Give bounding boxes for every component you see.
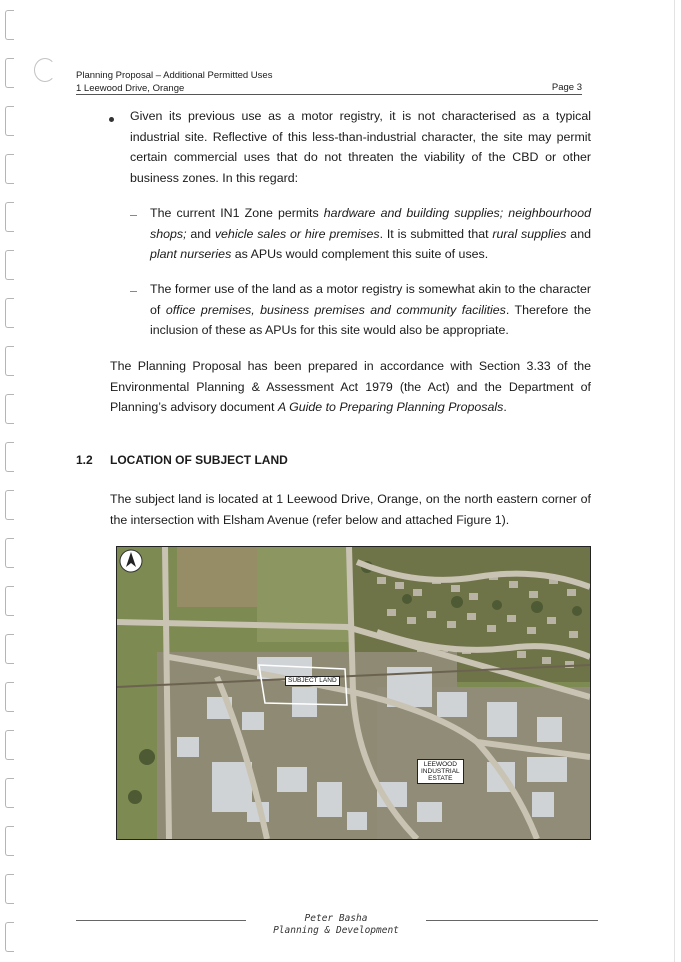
map-label-subject-land: SUBJECT LAND <box>285 676 340 686</box>
estate-label-line: INDUSTRIAL <box>421 768 460 775</box>
binder-ring <box>5 346 14 376</box>
punch-hole <box>34 58 56 82</box>
estate-label-line: ESTATE <box>428 775 453 782</box>
footer-author: Peter Basha <box>304 913 368 924</box>
sub-item-2: The former use of the land as a motor registry is somewhat akin to the character of office premises, business premises and community facilities. Therefore the inclusion of these as APUs for this site would also be appropriate. <box>150 282 591 337</box>
binder-ring <box>5 10 14 40</box>
binder-ring <box>5 586 14 616</box>
sub-item-1: The current IN1 Zone permits hardware and building supplies; neighbourhood shops; and vehicle sales or hire premises. It is submitted that rural supplies and plant nurseries as APUs would complement this suite of uses. <box>150 206 591 261</box>
aerial-map <box>116 546 591 840</box>
dash-icon <box>130 291 137 292</box>
binder-ring <box>5 538 14 568</box>
binder-ring <box>5 202 14 232</box>
header-title: Planning Proposal – Additional Permitted Uses <box>76 70 273 81</box>
binder-ring <box>5 442 14 472</box>
page-number: Page 3 <box>551 82 582 93</box>
binder-strip <box>0 0 30 962</box>
binder-ring <box>5 394 14 424</box>
binder-ring <box>5 682 14 712</box>
header-rule <box>76 94 582 95</box>
binder-ring <box>5 250 14 280</box>
binder-ring <box>5 874 14 904</box>
section-body: The subject land is located at 1 Leewood Drive, Orange, on the north eastern corner of the intersection with Elsham Avenue (refer below and attached Figure 1). <box>110 492 591 527</box>
bullet-paragraph: Given its previous use as a motor registry, it is not characterised as a typical industrial site. Reflective of this less-than-industrial character, the site may permit certain commercial uses that do not threaten the viability of the CBD or other business zones. In this regard: <box>130 109 591 185</box>
map-paddock <box>177 547 257 607</box>
binder-ring <box>5 922 14 952</box>
page-footer <box>246 913 426 936</box>
footer-rule-right <box>426 920 598 921</box>
header-address: 1 Leewood Drive, Orange <box>76 82 185 94</box>
binder-ring <box>5 778 14 808</box>
page-edge <box>674 0 675 962</box>
footer-rule-left <box>76 920 246 921</box>
bullet-icon <box>109 117 114 122</box>
binder-ring <box>5 298 14 328</box>
intro-paragraph: The Planning Proposal has been prepared in accordance with Section 3.33 of the Environmental Planning & Assessment Act 1979 (the Act) and the Department of Planning’s advisory document A Guide to Preparing Planning Proposals. <box>110 359 591 414</box>
footer-company: Planning & Development <box>273 924 399 936</box>
section-number: 1.2 <box>76 453 93 467</box>
binder-ring <box>5 490 14 520</box>
binder-ring <box>5 826 14 856</box>
page-header <box>76 70 582 95</box>
binder-ring <box>5 58 14 88</box>
binder-ring <box>5 154 14 184</box>
binder-ring <box>5 730 14 760</box>
aerial-map-graphic <box>117 547 590 839</box>
section-title: LOCATION OF SUBJECT LAND <box>110 453 288 467</box>
map-label-leewood-estate <box>417 759 464 784</box>
estate-label-line: LEEWOOD <box>423 761 457 768</box>
binder-ring <box>5 634 14 664</box>
dash-icon <box>130 215 137 216</box>
binder-ring <box>5 106 14 136</box>
